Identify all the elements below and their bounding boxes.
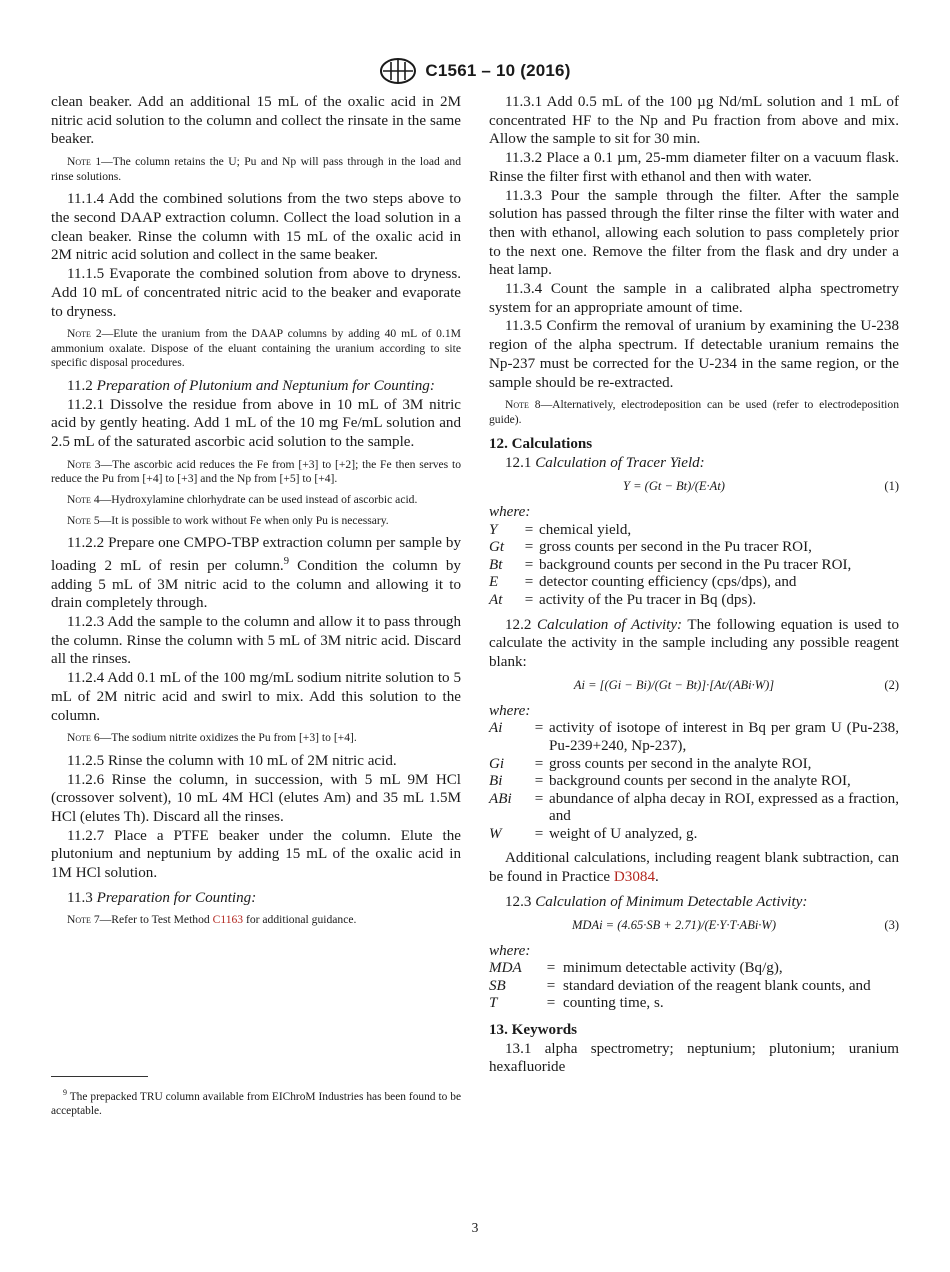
definition-row: MDA = minimum detectable activity (Bq/g), (489, 960, 783, 977)
paragraph-11-1-5: 11.1.5 Evaporate the combined solution from above to dryness. Add 10 mL of concentrated nitric acid to the beaker and evaporate to dryness. (51, 266, 461, 320)
where-label: where: (489, 942, 531, 959)
equation-1 (489, 477, 899, 497)
section-11-3-heading: 11.3 Preparation for Counting: (67, 889, 257, 906)
paragraph-11-2-5: 11.2.5 Rinse the column with 10 mL of 2M nitric acid. (67, 752, 397, 769)
paragraph-11-2-3: 11.2.3 Add the sample to the column and allow it to pass through the column. Rinse the column with 5 mL of 3M nitric acid. Discard all the rinses. (51, 614, 461, 668)
equation-3-number: (3) (884, 918, 899, 933)
note-4: Note 4—Hydroxylamine chlorhydrate can be used instead of ascorbic acid. (67, 493, 418, 506)
note-2: Note 2—Elute the uranium from the DAAP columns by adding 40 mL of 0.1M ammonium oxalate. Dispose of the eluant containing the uranium according to site specific disposal procedures. (51, 327, 461, 370)
paragraph-11-1-4: 11.1.4 Add the combined solutions from the two steps above to the second DAAP extraction column. Collect the load solution in a clean beaker. Rinse the column with 15 mL of the oxalic acid in 2M nitric acid solution and collect in the same beaker. (51, 191, 461, 264)
where-label: where: (489, 503, 531, 520)
paragraph-11-2-1: 11.2.1 Dissolve the residue from above in 10 mL of 3M nitric acid by gently heating. Add 1 mL of the 10 mg Fe/mL solution and 2.5 mL of the saturated ascorbic acid solution to the sample. (51, 396, 461, 451)
equation-2-number: (2) (884, 678, 899, 693)
section-12-1-heading: 12.1 Calculation of Tracer Yield: (505, 455, 705, 472)
definition-row: Ai = activity of isotope of interest in Bq per gram U (Pu-238, Pu-239+240, Np-237), (489, 720, 899, 754)
equation-1-expression: Y = (Gt − Bt)/(E·At) (623, 479, 725, 494)
definitions-table-2 (489, 720, 899, 843)
definitions-table-3 (489, 960, 871, 1013)
document-id: C1561 – 10 (2016) (425, 61, 571, 80)
d3084-link[interactable]: D3084 (613, 869, 655, 886)
note-3: Note 3—The ascorbic acid reduces the Fe from [+3] to [+2]; the Fe then serves to reduce the Pu from [+4] to [+3] and the Np from [+5] to [+4]. (51, 457, 461, 486)
definition-row: ABi = abundance of alpha decay in ROI, expressed as a fraction, and (489, 790, 899, 825)
definition-row: Bi = background counts per second in the analyte ROI, (489, 773, 851, 790)
right-column (489, 93, 899, 1077)
paragraph-11-3-1: 11.3.1 Add 0.5 mL of the 100 µg Nd/mL solution and 1 mL of concentrated HF to the Np and Pu fraction from above and mix. Allow the sample to sit for 30 min. (489, 94, 899, 148)
page-header (0, 56, 950, 86)
paragraph-13-1: 13.1 alpha spectrometry; neptunium; plutonium; uranium hexafluoride (489, 1040, 899, 1076)
paragraph-11-2-7: 11.2.7 Place a PTFE beaker under the column. Elute the plutonium and neptunium by adding 15 mL of the oxalic acid in 1M HCl solution. (51, 827, 461, 882)
paragraph-12-2: 12.2 Calculation of Activity: The following equation is used to calculate the activity in the sample including any possible reagent blank: (489, 616, 899, 670)
note-7: Note 7—Refer to Test Method C1163 for additional guidance. (67, 913, 357, 927)
definition-row: Gt = gross counts per second in the Pu tracer ROI, (489, 539, 812, 556)
definition-row: Y = chemical yield, (489, 521, 632, 538)
section-13-heading: 13. Keywords (489, 1022, 578, 1039)
footnote-rule (51, 1076, 148, 1077)
paragraph: clean beaker. Add an additional 15 mL of the oxalic acid in 2M nitric acid solution to the column and collect the rinsate in the same beaker. (51, 94, 461, 148)
section-11-2-heading: 11.2 Preparation of Plutonium and Neptunium for Counting: (67, 378, 435, 394)
page-number: 3 (471, 1220, 479, 1235)
paragraph-11-2-4: 11.2.4 Add 0.1 mL of the 100 mg/mL sodium nitrite solution to 5 mL of 2M nitric acid and swirl to mix. Add this solution to the column. (51, 670, 461, 724)
note-1: Note 1—The column retains the U; Pu and Np will pass through in the load and rinse solutions. (51, 155, 461, 183)
definition-row: Gi = gross counts per second in the analyte ROI, (489, 755, 812, 772)
footnote-9: $^9$ The prepacked TRU column available from EIChroM Industries has been found to be acceptable. (51, 1088, 461, 1118)
paragraph-11-2-2: 11.2.2 Prepare one CMPO-TBP extraction column per sample by loading 2 mL of resin per column.$^9$ Condition the column by adding 5 mL of 3M nitric acid to the column and allowing it to drain completely through. (51, 535, 461, 612)
section-12-heading: 12. Calculations (489, 436, 593, 453)
equation-1-number: (1) (884, 479, 899, 494)
paragraph-11-3-2: 11.3.2 Place a 0.1 µm, 25-mm diameter filter on a vacuum flask. Rinse the filter first with ethanol and then with water. (489, 150, 899, 185)
equation-3-expression: MDAi = (4.65·SB + 2.71)/(E·Y·T·ABi·W) (572, 918, 776, 933)
definition-row: W = weight of U analyzed, g. (489, 825, 698, 842)
equation-2 (489, 676, 899, 696)
note-5: Note 5—It is possible to work without Fe when only Pu is necessary. (67, 513, 389, 527)
paragraph-11-2-6: 11.2.6 Rinse the column, in succession, with 5 mL 9M HCl (crossover solvent), 10 mL 4M HCl (elutes Am) and 35 mL 1.5M HCl (elutes Th). Discard all the rinses. (51, 771, 461, 825)
note-8: Note 8—Alternatively, electrodeposition can be used (refer to electrodeposition guide). (489, 398, 899, 426)
note-6: Note 6—The sodium nitrite oxidizes the Pu from [+3] to [+4]. (67, 731, 357, 745)
additional-calculations-paragraph: Additional calculations, including reagent blank subtraction, can be found in Practice D3084. (489, 850, 899, 886)
definition-row: E = detector counting efficiency (cps/dps), and (489, 574, 797, 591)
left-column (51, 93, 461, 934)
section-12-3-heading: 12.3 Calculation of Minimum Detectable Activity: (505, 893, 808, 910)
paragraph-11-3-5: 11.3.5 Confirm the removal of uranium by examining the U-238 region of the alpha spectrum. If detectable uranium remains the Np-237 must be corrected for the U-234 in the same region, or the sample should be re-extracted. (489, 318, 899, 391)
definition-row: T = counting time, s. (489, 995, 664, 1012)
definitions-table-1 (489, 522, 851, 610)
paragraph-11-3-3: 11.3.3 Pour the sample through the filter. After the sample solution has passed through the filter rinse the filter with water and then with ethanol, allowing each solution to pass completely prior to the next one. Remove the filter from the flask and dry under a heat lamp. (489, 187, 899, 279)
equation-2-expression: Ai = [(Gi − Bi)/(Gt − Bt)]·[At/(ABi·W)] (573, 678, 775, 693)
paragraph-11-3-4: 11.3.4 Count the sample in a calibrated alpha spectrometry system for an appropriate amount of time. (489, 281, 899, 316)
definition-row: At = activity of the Pu tracer in Bq (dps). (489, 591, 757, 608)
where-label: where: (489, 702, 531, 719)
definition-row: SB = standard deviation of the reagent blank counts, and (489, 977, 871, 994)
c1163-link[interactable]: C1163 (212, 913, 244, 927)
astm-logo-icon (379, 57, 417, 85)
equation-3 (489, 916, 899, 936)
definition-row: Bt = background counts per second in the Pu tracer ROI, (489, 556, 852, 573)
